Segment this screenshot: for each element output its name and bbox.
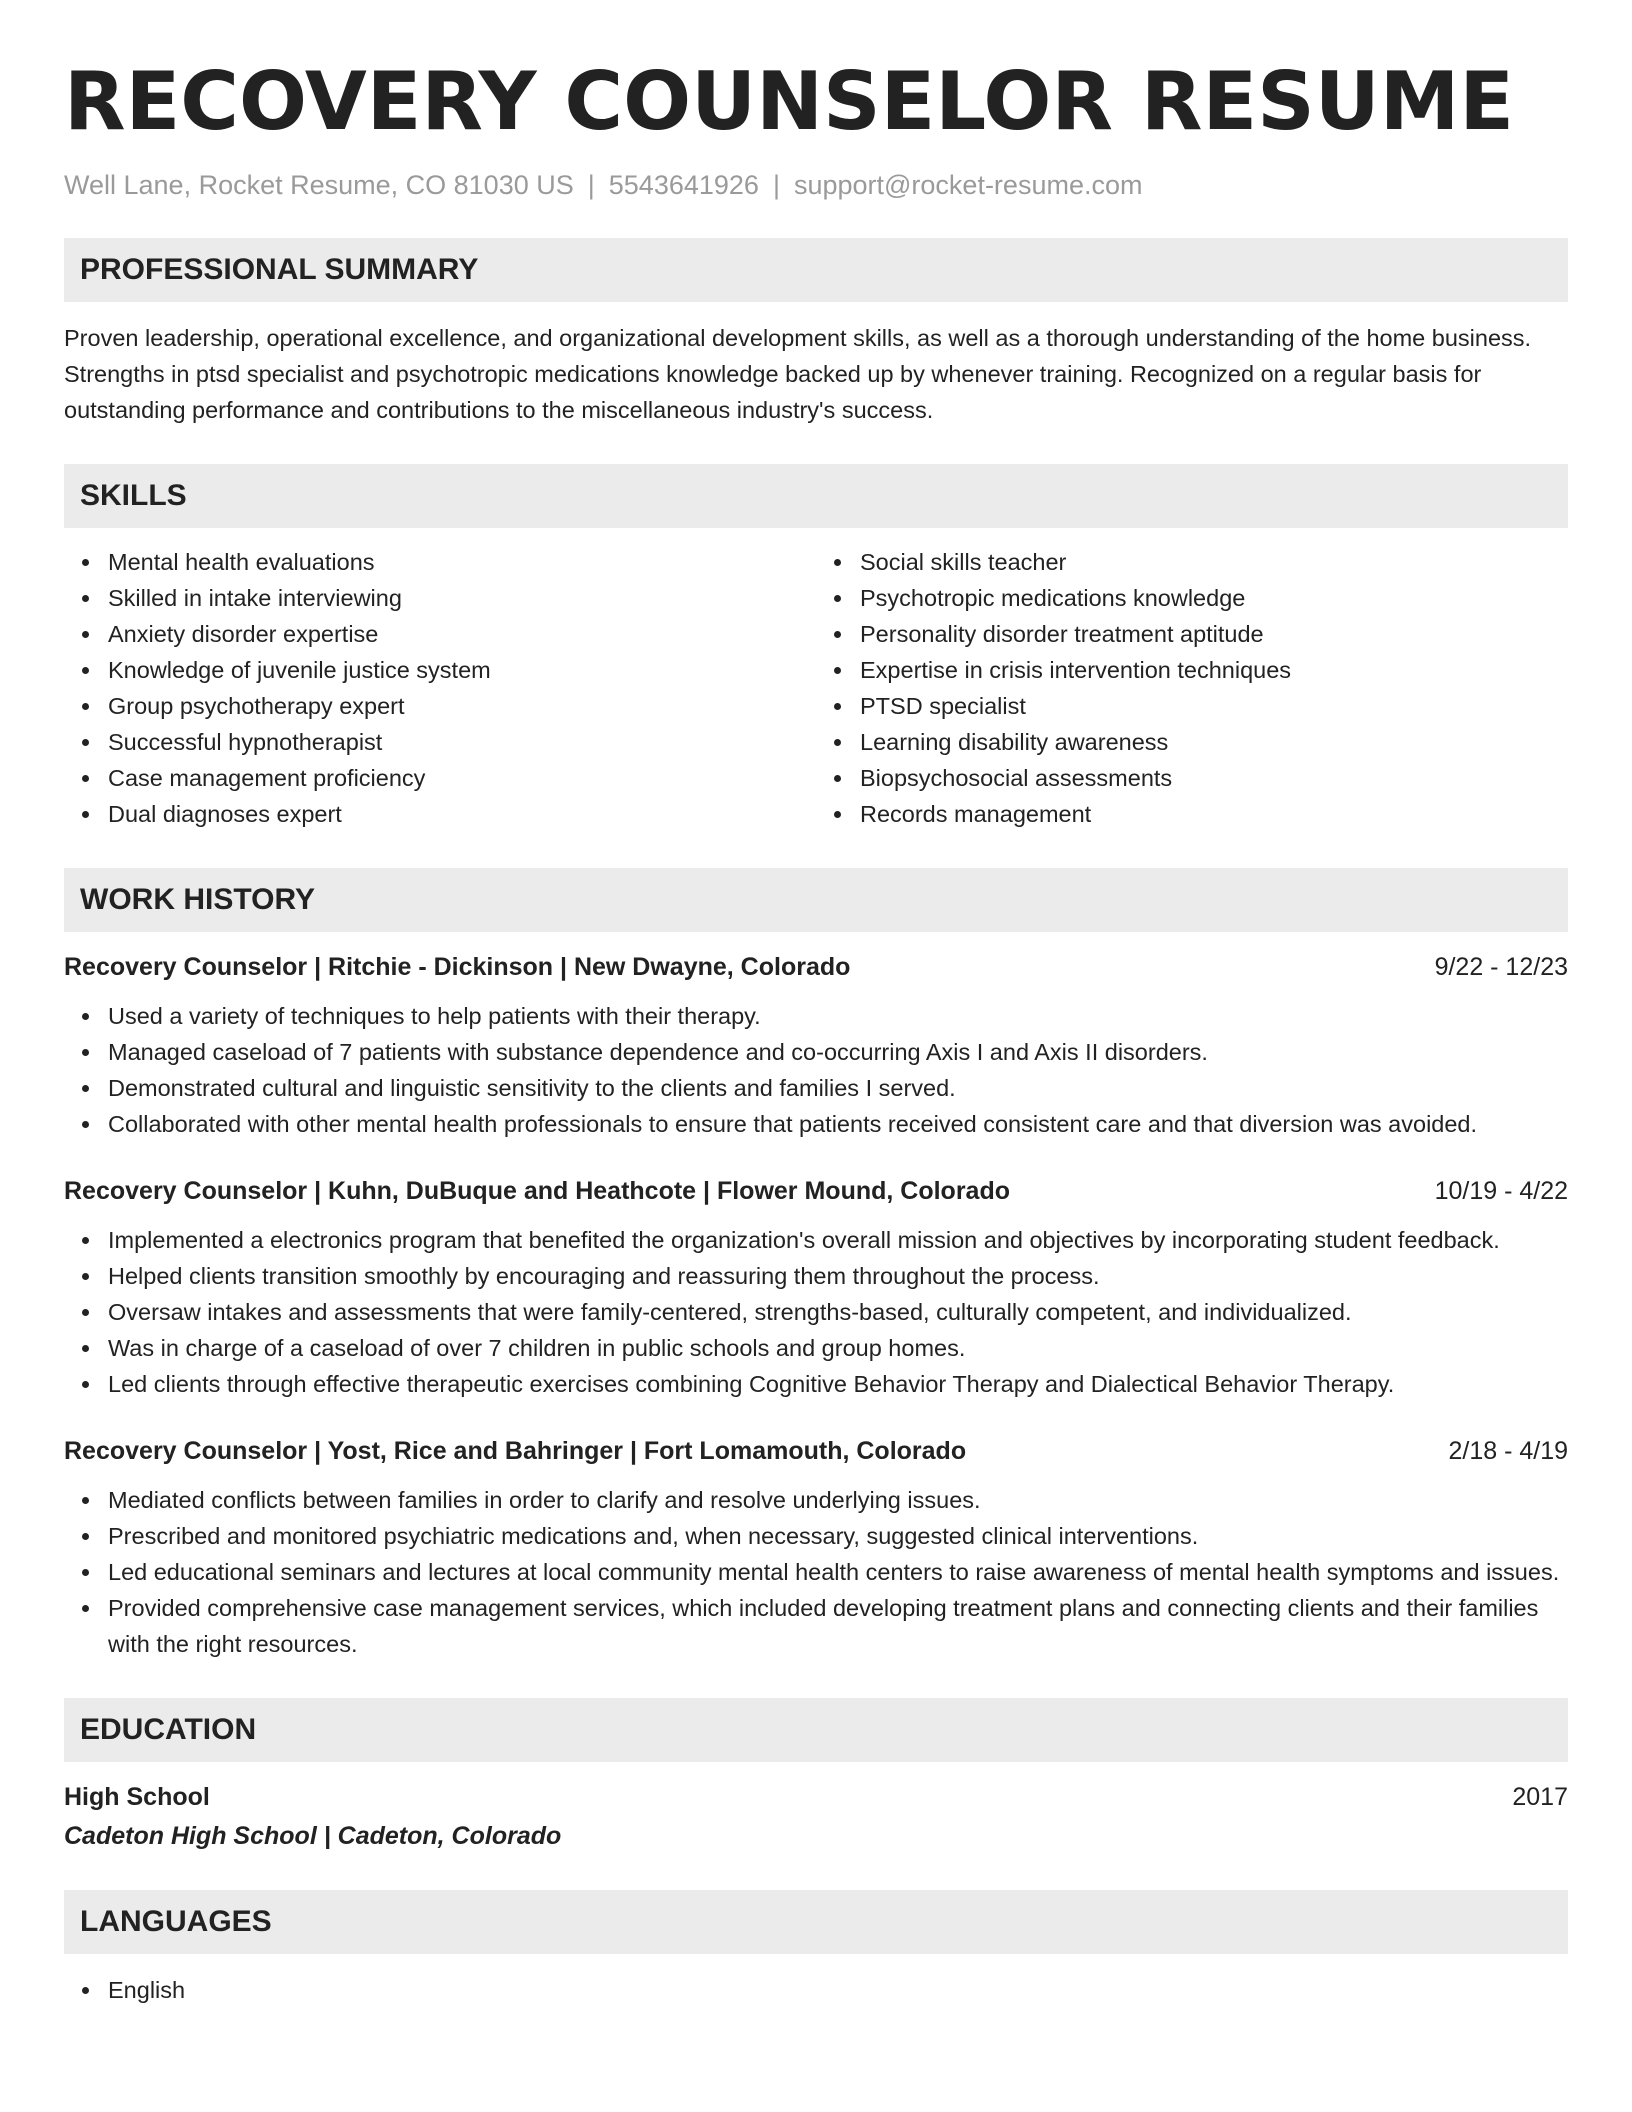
job-dates: 2/18 - 4/19 xyxy=(1448,1437,1568,1465)
skill-item: Skilled in intake interviewing xyxy=(108,580,816,616)
work-history-heading: WORK HISTORY xyxy=(64,868,1568,932)
education-school: Cadeton High School | Cadeton, Colorado xyxy=(64,1822,562,1850)
skill-item: Psychotropic medications knowledge xyxy=(860,580,1568,616)
education-entry xyxy=(64,1780,1568,1854)
summary-heading: PROFESSIONAL SUMMARY xyxy=(64,238,1568,302)
skills-column-left xyxy=(64,544,816,832)
education-year: 2017 xyxy=(1512,1783,1568,1811)
contact-email[interactable]: support@rocket-resume.com xyxy=(793,170,1143,200)
skill-item: Personality disorder treatment aptitude xyxy=(860,616,1568,652)
job-entry xyxy=(64,950,1568,1142)
job-bullets xyxy=(64,998,1568,1142)
job-bullet: Used a variety of techniques to help patients with their therapy. xyxy=(108,998,1568,1034)
education-header xyxy=(64,1780,1568,1814)
contact-address: Well Lane, Rocket Resume, CO 81030 US xyxy=(64,170,574,200)
job-bullet: Implemented a electronics program that benefited the organization's overall mission and objectives by incorporating student feedback. xyxy=(108,1222,1568,1258)
education-heading: EDUCATION xyxy=(64,1698,1568,1762)
job-header xyxy=(64,1174,1568,1208)
job-header xyxy=(64,1434,1568,1468)
languages-list xyxy=(64,1972,1568,2008)
skill-item: Dual diagnoses expert xyxy=(108,796,816,832)
job-bullet: Prescribed and monitored psychiatric medications and, when necessary, suggested clinical interventions. xyxy=(108,1518,1568,1554)
skill-item: Learning disability awareness xyxy=(860,724,1568,760)
contact-line xyxy=(64,168,1568,202)
skill-item: Social skills teacher xyxy=(860,544,1568,580)
skill-item: Biopsychosocial assessments xyxy=(860,760,1568,796)
skills-heading: SKILLS xyxy=(64,464,1568,528)
job-bullet: Oversaw intakes and assessments that were family-centered, strengths-based, culturally competent, and individualized. xyxy=(108,1294,1568,1330)
skill-item: PTSD specialist xyxy=(860,688,1568,724)
job-entry xyxy=(64,1174,1568,1402)
job-bullet: Led educational seminars and lectures at local community mental health centers to raise awareness of mental health symptoms and issues. xyxy=(108,1554,1568,1590)
contact-phone: 5543641926 xyxy=(608,170,759,200)
languages-heading: LANGUAGES xyxy=(64,1890,1568,1954)
job-dates: 10/19 - 4/22 xyxy=(1434,1177,1568,1205)
job-bullet: Collaborated with other mental health professionals to ensure that patients received consistent care and that diversion was avoided. xyxy=(108,1106,1568,1142)
job-title: Recovery Counselor | Yost, Rice and Bahringer | Fort Lomamouth, Colorado xyxy=(64,1437,967,1465)
skills-list xyxy=(64,544,1568,832)
job-title: Recovery Counselor | Ritchie - Dickinson | New Dwayne, Colorado xyxy=(64,953,851,981)
skill-item: Mental health evaluations xyxy=(108,544,816,580)
job-title: Recovery Counselor | Kuhn, DuBuque and Heathcote | Flower Mound, Colorado xyxy=(64,1177,1010,1205)
language-item: English xyxy=(108,1972,1568,2008)
job-bullet: Managed caseload of 7 patients with substance dependence and co-occurring Axis I and Axis II disorders. xyxy=(108,1034,1568,1070)
skill-item: Group psychotherapy expert xyxy=(108,688,816,724)
skill-item: Knowledge of juvenile justice system xyxy=(108,652,816,688)
summary-text: Proven leadership, operational excellence, and organizational development skills, as well as a thorough understanding of the home business. Strengths in ptsd specialist and psychotropic medications knowledge backed up by whenever training. Recognized on a regular basis for outstanding performance and contributions to the miscellaneous industry's success. xyxy=(64,325,1532,423)
job-bullet: Was in charge of a caseload of over 7 children in public schools and group homes. xyxy=(108,1330,1568,1366)
job-bullet: Helped clients transition smoothly by encouraging and reassuring them throughout the process. xyxy=(108,1258,1568,1294)
skill-item: Expertise in crisis intervention techniques xyxy=(860,652,1568,688)
skill-item: Case management proficiency xyxy=(108,760,816,796)
job-bullet: Provided comprehensive case management services, which included developing treatment plans and connecting clients and their families with the right resources. xyxy=(108,1590,1568,1662)
education-degree: High School xyxy=(64,1783,210,1811)
job-dates: 9/22 - 12/23 xyxy=(1434,953,1568,981)
contact-separator: | xyxy=(587,170,595,200)
resume-title: RECOVERY COUNSELOR RESUME xyxy=(64,55,1514,148)
job-bullet: Demonstrated cultural and linguistic sensitivity to the clients and families I served. xyxy=(108,1070,1568,1106)
job-bullet: Led clients through effective therapeutic exercises combining Cognitive Behavior Therapy and Dialectical Behavior Therapy. xyxy=(108,1366,1568,1402)
job-bullets xyxy=(64,1222,1568,1402)
skill-item: Anxiety disorder expertise xyxy=(108,616,816,652)
job-header xyxy=(64,950,1568,984)
job-bullet: Mediated conflicts between families in order to clarify and resolve underlying issues. xyxy=(108,1482,1568,1518)
skills-column-right xyxy=(816,544,1568,832)
job-entry xyxy=(64,1434,1568,1662)
skill-item: Records management xyxy=(860,796,1568,832)
contact-separator: | xyxy=(772,170,780,200)
job-bullets xyxy=(64,1482,1568,1662)
skill-item: Successful hypnotherapist xyxy=(108,724,816,760)
